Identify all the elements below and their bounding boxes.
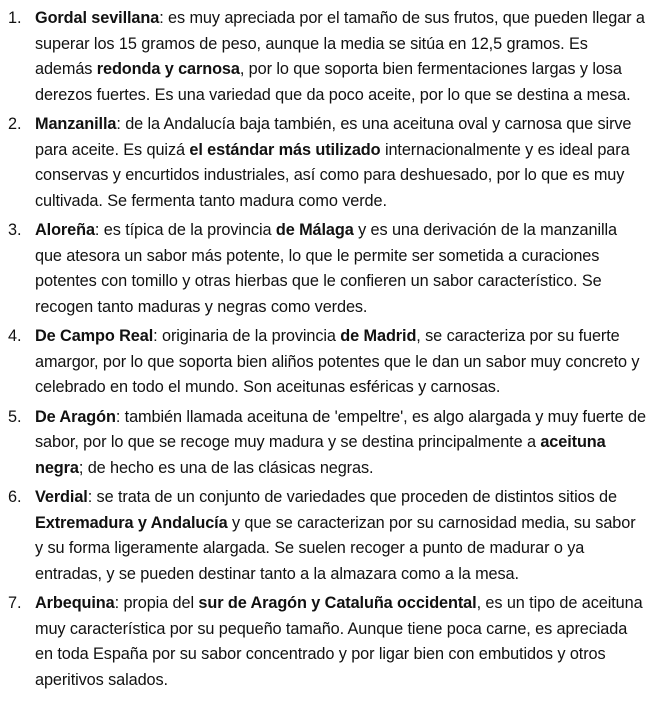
list-item-gordal: 1. Gordal sevillana: es muy apreciada por el tamaño de sus frutos, que pueden llegar a superar los 15 gramos de peso, aunque la media se sitúa en 12,5 gramos. Es además redonda y carnosa, por lo que soporta bien fermentaciones largas y losa derezos fuertes. Es una variedad que da poco aceite, por lo que se destina a mesa. <box>0 6 646 108</box>
variety-name: De Campo Real <box>35 327 154 345</box>
olive-varieties-list <box>0 6 646 693</box>
variety-name: Verdial <box>35 488 88 506</box>
list-number: 3. <box>8 221 22 239</box>
list-item-alorena: 3. Aloreña: es típica de la provincia de Málaga y es una derivación de la manzanilla que atesora un sabor más potente, lo que le permite ser sometida a curaciones potentes con tomillo y otras hierbas que le confieren un sabor característico. Se recogen tanto maduras y negras como verdes. <box>0 218 646 320</box>
list-number: 6. <box>8 488 22 506</box>
list-number: 5. <box>8 407 22 426</box>
variety-name: Arbequina <box>35 594 115 612</box>
list-number: 7. <box>8 594 22 612</box>
list-number: 4. <box>8 327 22 345</box>
list-item-verdial: 6. Verdial: se trata de un conjunto de variedades que proceden de distintos sitios de Extremadura y Andalucía y que se caracterizan por su carnosidad media, su sabor y su forma ligeramente alargada. Se suelen recoger a punto de madurar o ya entradas, y se pueden destinar tanto a la almazara como a la mesa. <box>0 485 646 587</box>
list-item-campo-real: 4. De Campo Real: originaria de la provincia de Madrid, se caracteriza por su fuerte amargor, por lo que soporta bien aliños potentes que le dan un sabor muy concreto y celebrado en todo el mundo. Son aceitunas esféricas y carnosas. <box>0 324 646 401</box>
list-item-aragon: 5. De Aragón: también llamada aceituna de 'empeltre', es algo alargada y muy fuerte de sabor, por lo que se recoge muy madura y se destina principalmente a aceituna negra; de hecho es una de las clásicas negras. <box>0 405 646 482</box>
variety-name: Aloreña <box>35 221 95 239</box>
list-item-arbequina: 7. Arbequina: propia del sur de Aragón y Cataluña occidental, es un tipo de aceituna muy característica por su pequeño tamaño. Aunque tiene poca carne, es apreciada en toda España por su sabor concentrado y por ligar bien con embutidos y otros aperitivos salados. <box>0 591 646 693</box>
variety-name: Gordal sevillana <box>35 9 160 27</box>
list-number: 1. <box>8 9 22 27</box>
variety-name: Manzanilla <box>35 115 117 133</box>
variety-name: De Aragón <box>35 407 116 426</box>
list-item-manzanilla: 2. Manzanilla: de la Andalucía baja también, es una aceituna oval y carnosa que sirve para aceite. Es quizá el estándar más utilizado internacionalmente y es ideal para conservas y encurtidos industriales, así como para deshuesado, por lo que es muy cultivada. Se fermenta tanto madura como verde. <box>0 112 646 214</box>
list-number: 2. <box>8 115 22 133</box>
